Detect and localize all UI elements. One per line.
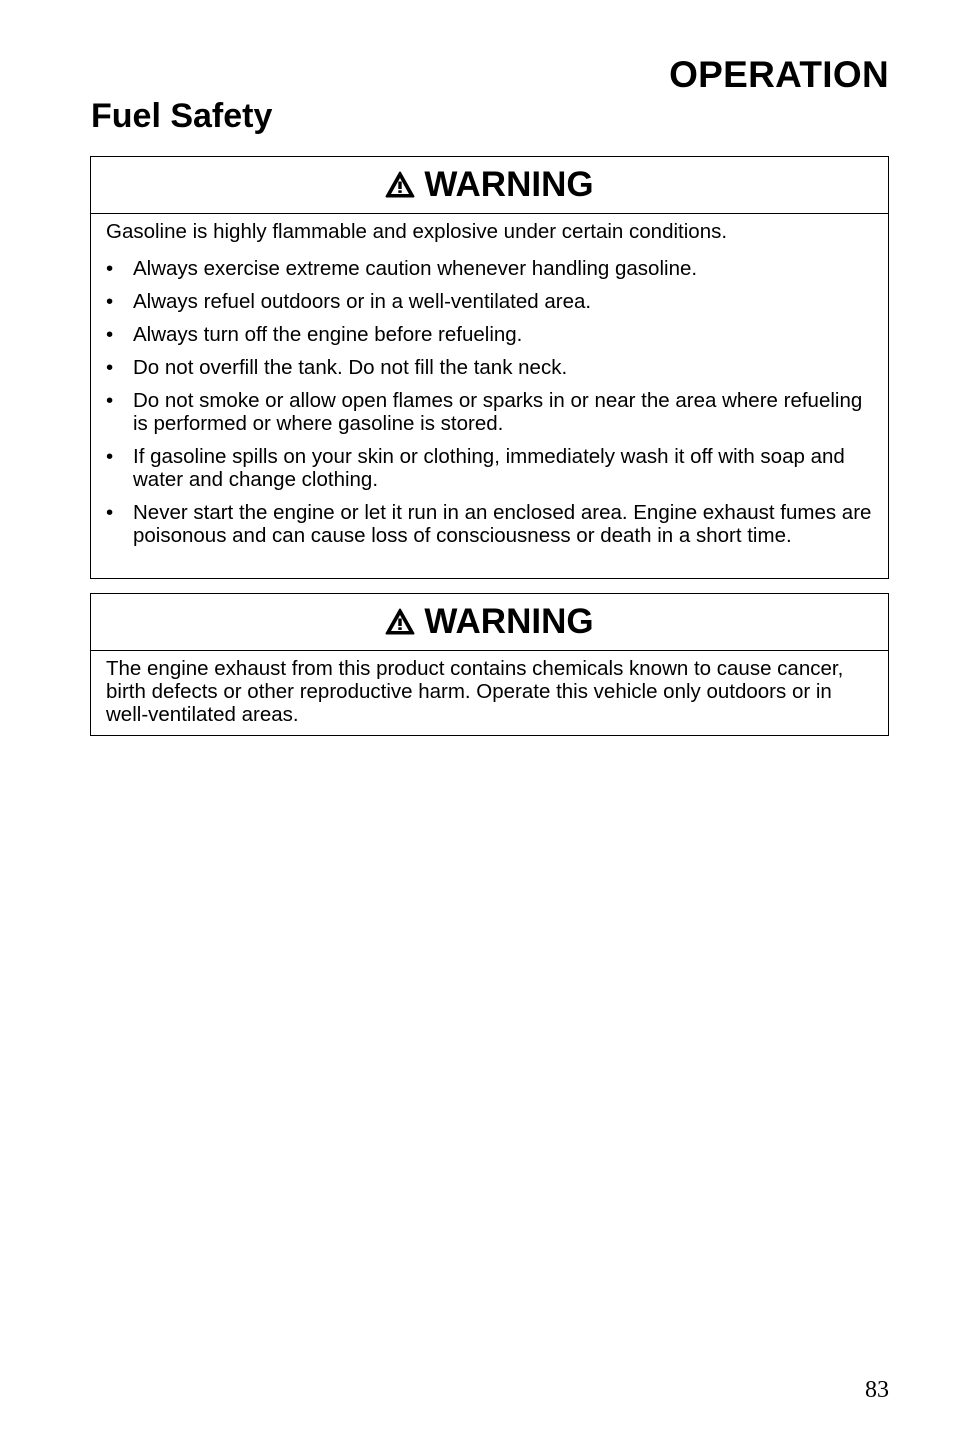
list-item [106,257,874,280]
bullet: • [106,501,114,524]
bullet: • [106,257,114,280]
list-item-text: Do not smoke or allow open flames or sparks in or near the area where refueling is performed or where gasoline is stored. [133,389,863,435]
warning-intro: Gasoline is highly flammable and explosive under certain conditions. [106,220,728,243]
list-item-text: Always refuel outdoors or in a well-ventilated area. [133,290,592,313]
list-item [106,356,874,379]
list-item [106,389,874,435]
bullet: • [106,290,114,313]
warning-triangle-icon [385,171,415,198]
list-item [106,501,874,547]
page-title: Fuel Safety [91,97,273,135]
list-item-text: Always turn off the engine before refueling. [133,323,523,346]
bullet: • [106,356,114,379]
bullet: • [106,389,114,412]
warning-body [91,651,888,726]
warning-header [91,157,888,214]
bullet: • [106,323,114,346]
list-item [106,445,874,491]
bullet: • [106,445,114,468]
warning-text: The engine exhaust from this product contains chemicals known to cause cancer, birth defects or other reproductive harm. Operate this vehicle only outdoors or in well-ventilated areas. [106,657,844,726]
warning-body [91,214,888,547]
warning-header [91,594,888,651]
list-item-text: Do not overfill the tank. Do not fill the tank neck. [133,356,568,379]
list-item [106,290,874,313]
list-item-text: Never start the engine or let it run in an enclosed area. Engine exhaust fumes are poisonous and can cause loss of consciousness or death in a short time. [133,501,872,547]
section-header: OPERATION [669,54,889,95]
warning-label: WARNING [424,165,594,204]
warning-bullet-list [106,257,874,547]
warning-label: WARNING [424,602,594,641]
list-item-text: Always exercise extreme caution whenever handling gasoline. [133,257,698,280]
list-item-text: If gasoline spills on your skin or clothing, immediately wash it off with soap and water and change clothing. [133,445,845,491]
exhaust-warning-box [90,593,889,736]
fuel-warning-box [90,156,889,579]
warning-triangle-icon [385,608,415,635]
list-item [106,323,874,346]
page-number: 83 [865,1377,889,1403]
